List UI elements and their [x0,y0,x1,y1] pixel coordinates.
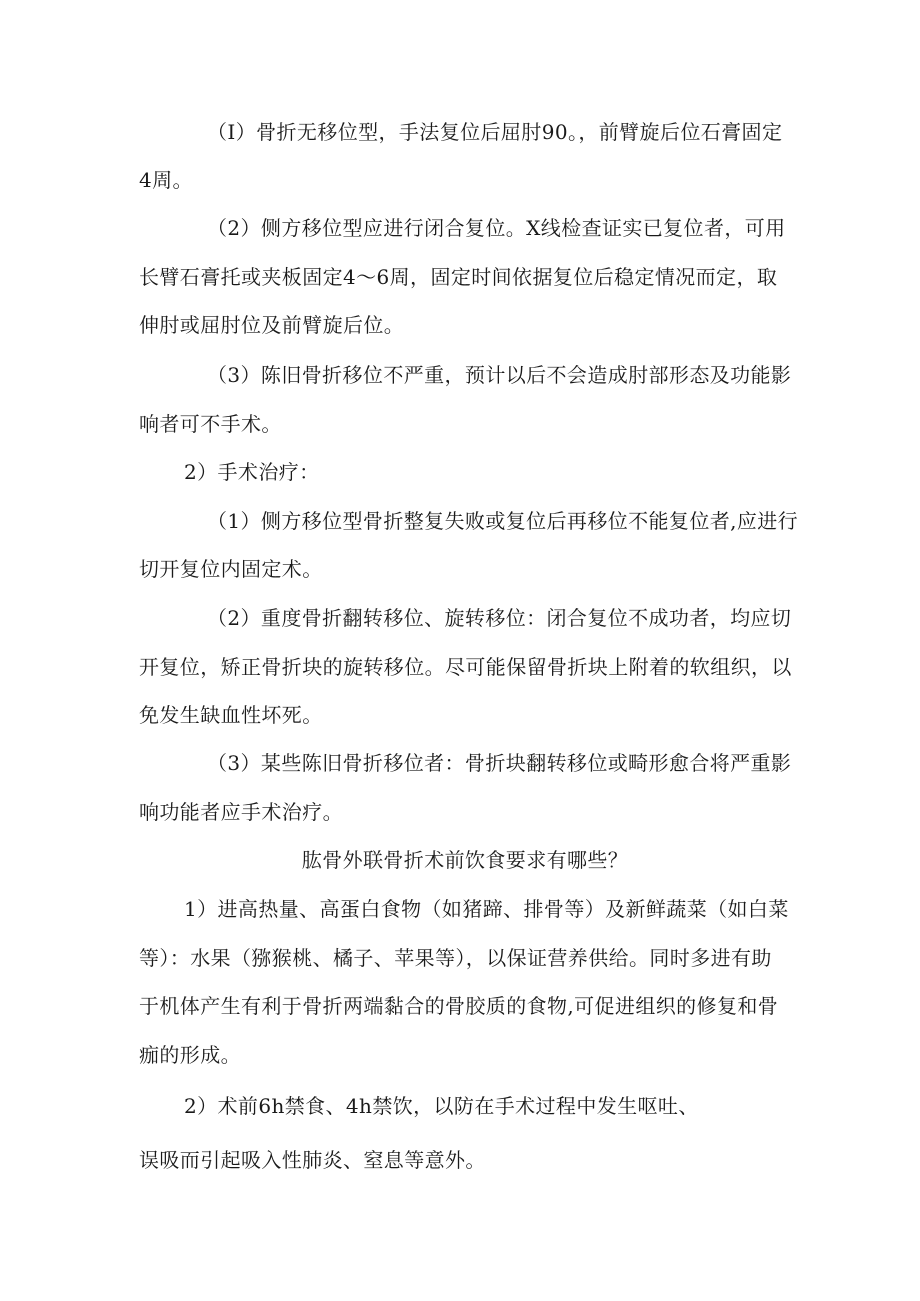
paragraph-line: 1）进高热量、高蛋白食物（如猪蹄、排骨等）及新鲜蔬菜（如白菜 [184,897,789,921]
paragraph-line: （2）侧方移位型应进行闭合复位。X线检查证实已复位者，可用 [207,216,786,240]
paragraph-line: 开复位，矫正骨折块的旋转移位。尽可能保留骨折块上附着的软组织，以 [139,655,792,679]
paragraph-line: 痂的形成。 [139,1043,241,1067]
paragraph-line: （2）重度骨折翻转移位、旋转移位：闭合复位不成功者，均应切 [207,606,792,630]
question-heading: 肱骨外联骨折术前饮食要求有哪些？ [301,848,629,872]
paragraph-line: 误吸而引起吸入性肺炎、窒息等意外。 [139,1148,486,1172]
paragraph-line: （I）骨折无移位型，手法复位后屈肘90。，前臂旋后位石膏固定 [207,120,783,144]
paragraph-line: （3）陈旧骨折移位不严重，预计以后不会造成肘部形态及功能影 [207,363,792,387]
paragraph-line: 2）术前6h禁食、4h禁饮，以防在手术过程中发生呕吐、 [184,1094,699,1118]
paragraph-line: （1）侧方移位型骨折整复失败或复位后再移位不能复位者,应进行 [207,509,799,533]
paragraph-line: 切开复位内固定术。 [139,557,323,581]
paragraph-line: 伸肘或屈肘位及前臂旋后位。 [139,313,405,337]
paragraph-line: （3）某些陈旧骨折移位者：骨折块翻转移位或畸形愈合将严重影 [207,751,792,775]
paragraph-line: 等）：水果（猕猴桃、橘子、苹果等），以保证营养供给。同时多进有助 [139,946,772,970]
paragraph-line: 于机体产生有利于骨折两端黏合的骨胶质的食物,可促进组织的修复和骨 [139,994,779,1018]
paragraph-line: 4周。 [139,168,193,192]
paragraph-line: 免发生缺血性坏死。 [139,703,323,727]
paragraph-line: 响者可不手术。 [139,412,282,436]
paragraph-line: 响功能者应手术治疗。 [139,800,343,824]
section-heading: 2）手术治疗： [184,460,320,484]
paragraph-line: 长臂石膏托或夹板固定4～6周，固定时间依据复位后稳定情况而定，取 [139,265,778,289]
